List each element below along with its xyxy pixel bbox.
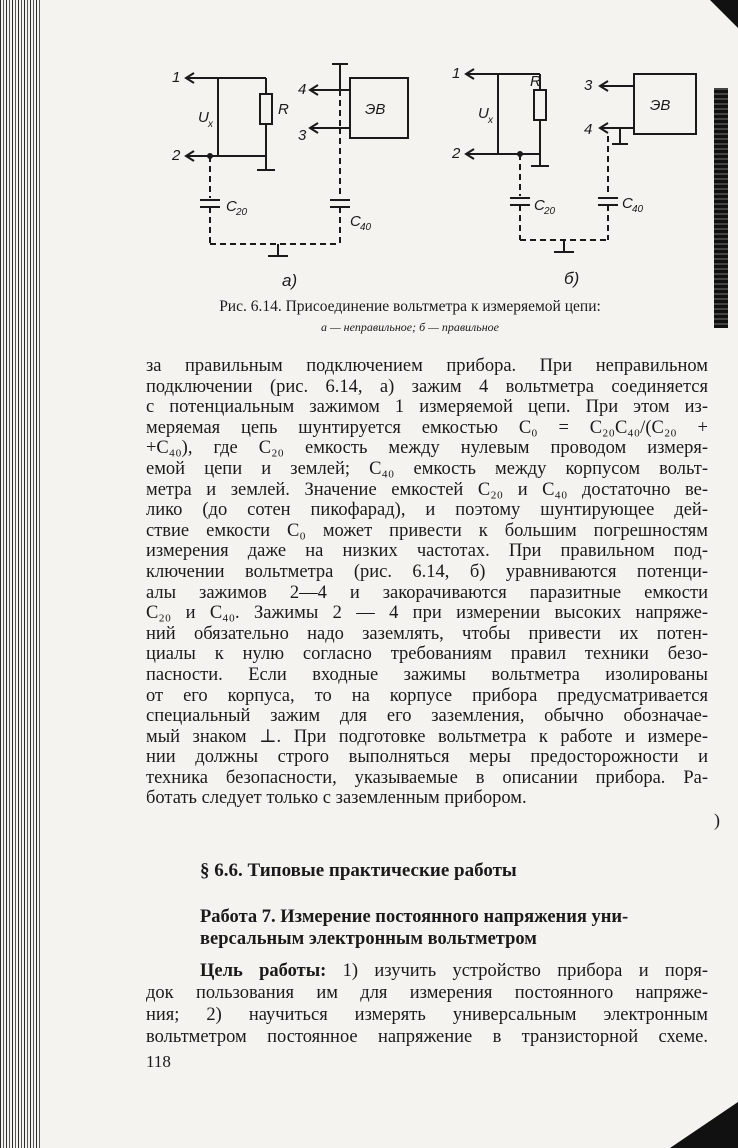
left-terminal-1: 1 [172,69,181,86]
scan-corner-mark-top [710,0,738,28]
goal-line-1 [146,960,708,982]
right-ev-label: ЭВ [650,97,671,114]
left-ux-label: U [198,109,209,126]
left-terminal-3: 3 [298,127,307,144]
body-line: +C₄₀), где C₂₀ емкость между нулевым проводом измеря- [146,438,708,459]
left-c20-sub: 20 [236,207,248,218]
right-c40-sub: 40 [632,204,644,215]
goal-label: Цель работы: [200,961,327,981]
body-line: циалы к нулю согласно требованиям правил техники безо- [146,644,708,665]
work-title-line-1: Работа 7. Измерение постоянного напряжения уни- [200,907,629,927]
body-line: ключении вольтметра (рис. 6.14, б) уравниваются потенци- [146,561,708,582]
body-line: подключении (рис. 6.14, а) зажим 4 вольтметра соединяется [146,376,708,397]
work-title-line-2: версальным электронным вольтметром [200,929,537,949]
body-line: мый знаком ⊥. При подготовке вольтметра к работе и измере- [146,726,708,747]
goal-line-1-rest: 1) изучить устройство прибора и поря- [326,961,708,981]
right-ux-sub: x [488,115,493,126]
goal-paragraph [146,960,708,1048]
body-line: метра и землей. Значение емкостей C₂₀ и C₄₀ достаточно ве- [146,479,708,500]
body-line: специальный зажим для его заземления, обычно обозначае- [146,706,708,727]
page-number: 118 [146,1052,171,1071]
left-ux-sub: x [208,119,213,130]
scan-corner-mark-bottom [670,1102,738,1148]
right-c40-label: C [622,195,633,212]
body-line: лико (до сотен пикофарад), и поэтому шунтирующее дей- [146,500,708,521]
body-line: меряемая цепь шунтируется емкостью C₀ = C₂₀C₄₀/(C₂₀ + [146,417,708,438]
body-line: ний обязательно надо заземлять, чтобы привести их потен- [146,623,708,644]
right-terminal-4: 4 [584,121,593,138]
scan-binding-edge [0,0,40,1148]
body-text [146,356,708,809]
body-line: емой цепи и землей; C₄₀ емкость между корпусом вольт- [146,458,708,479]
body-line: пасности. Если входные зажимы вольтметра изолированы [146,664,708,685]
margin-mark: ) [714,810,720,830]
figure-6-14 [160,56,700,306]
left-c40-sub: 40 [360,222,372,233]
left-terminal-4: 4 [298,81,307,98]
right-c20-label: C [534,197,545,214]
right-c20-sub: 20 [544,206,556,217]
figure-caption: Рис. 6.14. Присоединение вольтметра к измеряемой цепи: [219,298,601,315]
scan-edge-shadow [714,88,728,328]
left-terminal-2: 2 [172,147,181,164]
circuit-diagrams [160,56,700,306]
right-diagram-label: б) [564,269,580,288]
right-terminal-1: 1 [452,65,461,82]
left-r-label: R [278,101,289,118]
body-line: C₂₀ и C₄₀. Зажимы 2 — 4 при измерении высоких напряже- [146,603,708,624]
body-line: измерения даже на низких частотах. При правильном под- [146,541,708,562]
body-line: с потенциальным зажимом 1 измеряемой цепи. При этом из- [146,397,708,418]
body-line: техника безопасности, указываемые в описании прибора. Ра- [146,767,708,788]
goal-line-3: ния; 2) научиться измерять универсальным электронным [146,1005,708,1025]
body-line: ботать следует только с заземленным прибором. [146,788,527,809]
left-ev-label: ЭВ [365,101,386,118]
body-line: ствие емкости C₀ может привести к большим погрешностям [146,520,708,541]
section-heading: § 6.6. Типовые практические работы [200,860,517,881]
right-terminal-3: 3 [584,77,593,94]
goal-line-4: вольтметром постоянное напряжение в транзисторной схеме. [146,1027,708,1047]
figure-caption-legend: а — неправильное; б — правильное [320,320,499,334]
left-diagram-label: а) [282,271,298,290]
body-line: от его корпуса, то на корпусе прибора предусматривается [146,685,708,706]
work-title [200,906,708,950]
right-r-label: R [530,73,541,90]
body-line: нии должны строго выполняться меры предосторожности и [146,747,708,768]
body-line: алы зажимов 2—4 и закорачиваются паразитные емкости [146,582,708,603]
right-ux-label: U [478,105,489,122]
left-c40-label: C [350,213,361,230]
right-terminal-2: 2 [452,145,461,162]
body-line: за правильным подключением прибора. При неправильном [146,356,708,376]
goal-line-2: док пользования им для измерения постоянного напряже- [146,983,708,1003]
left-c20-label: C [226,198,237,215]
